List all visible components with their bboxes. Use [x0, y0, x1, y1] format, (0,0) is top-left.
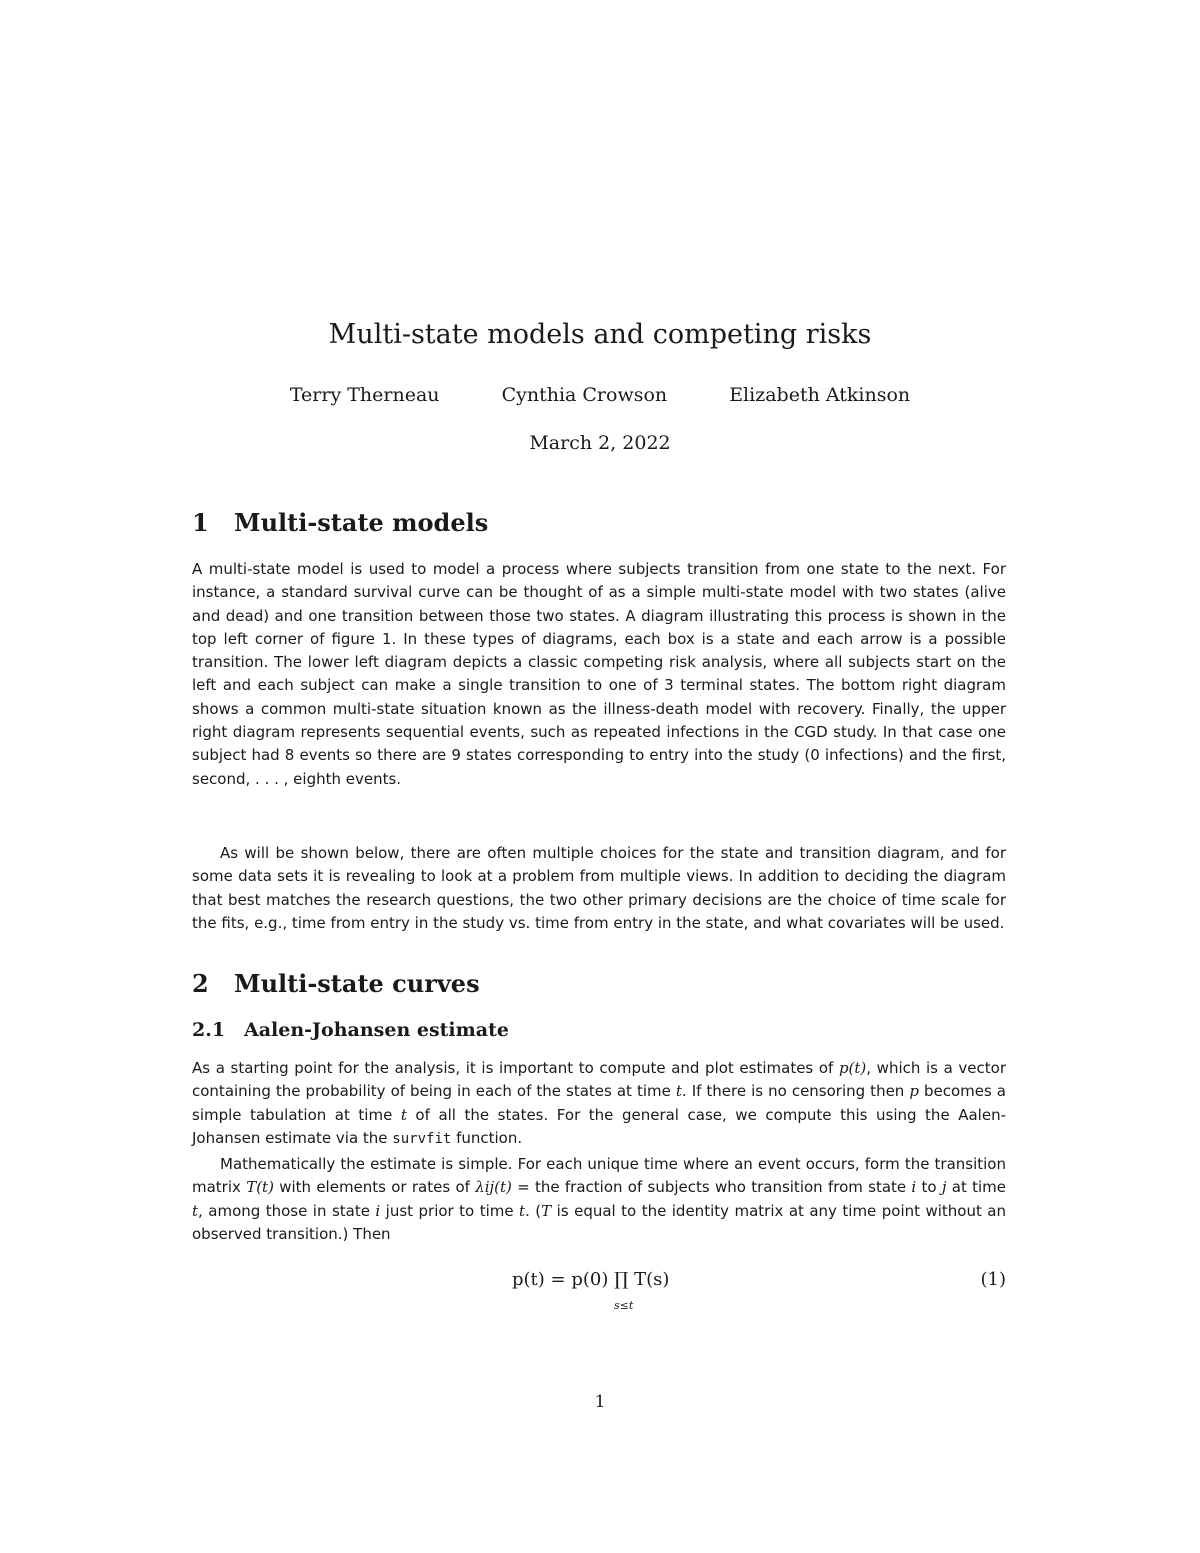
text-run: is equal to the identity matrix at any time point without an observed transition.) Then [192, 1201, 1007, 1243]
section-heading-2 [192, 969, 480, 999]
math-inline: i [375, 1201, 381, 1220]
display-equation [192, 1265, 1006, 1315]
section-number: 1 [192, 508, 209, 537]
author-name: Cynthia Crowson [501, 384, 668, 406]
section-heading-1 [192, 508, 488, 538]
text-run: to [916, 1178, 942, 1197]
subsection-title-text: Aalen-Johansen estimate [244, 1019, 509, 1041]
text-run: with elements or rates of [273, 1178, 476, 1197]
section-number: 2 [192, 969, 209, 998]
math-inline: T(t) [246, 1178, 274, 1197]
subsection-number: 2.1 [192, 1019, 226, 1041]
text-run: function. [451, 1128, 523, 1147]
text-run: of all the states. For the general case, we compute this using the Aalen-Johansen estimate via the [192, 1105, 1006, 1147]
text-run: just prior to time [380, 1201, 520, 1220]
body-paragraph: A multi-state model is used to model a process where subjects transition from one state to the next. For instance, a standard survival curve can be thought of as a simple multi-state model with two states (alive and dead) and one transition between those two states. A diagram illustrating this process is shown in the top left corner of figure 1. In these types of diagrams, each box is a state and each arrow is a possible transition. The lower left diagram depicts a classic competing risk analysis, where all subjects start on the left and each subject can make a single transition to one of 3 terminal states. The bottom right diagram shows a common multi-state situation known as the illness-death model with recovery. Finally, the upper right diagram represents sequential events, such as repeated infections in the CGD study. In that case one subject had 8 events so there are 9 states corresponding to entry into the study (0 infections) and the first, second, . . . , eighth events. [192, 560, 1006, 788]
text-run: Mathematically the estimate is simple. For each unique time where an event occurs, form the transition matrix [192, 1155, 1006, 1197]
math-inline: t [192, 1201, 199, 1220]
section-title-text: Multi-state models [234, 508, 489, 537]
math-inline: j [941, 1178, 947, 1197]
body-paragraph: As will be shown below, there are often multiple choices for the state and transition diagram, and for some data sets it is revealing to look at a problem from multiple views. In addition to deciding the diagram that best matches the research questions, the two other primary decisions are the choice of time scale for the fits, e.g., time from entry in the study vs. time from entry in the state, and what covariates will be used. [192, 844, 1006, 932]
math-inline: t [675, 1082, 682, 1101]
text-run: , which is a vector containing the probability of being in each of the states at time [192, 1059, 1006, 1101]
body-paragraph [192, 1057, 1006, 1151]
subsection-heading [192, 1017, 509, 1043]
equation-body: p(t) = p(0) ∏ T(s) [512, 1269, 670, 1290]
code-inline: survfit [392, 1130, 452, 1147]
author-name: Elizabeth Atkinson [729, 384, 911, 406]
text-run: = the fraction of subjects who transition from state [511, 1178, 912, 1197]
math-inline: p(t) [838, 1059, 867, 1077]
body-paragraph [192, 1153, 1006, 1246]
math-inline: λij(t) [475, 1178, 512, 1197]
math-inline: i [911, 1178, 917, 1197]
text-run: at time [946, 1178, 1007, 1197]
paper-date: March 2, 2022 [529, 432, 671, 454]
text-run: becomes a simple tabulation at time [192, 1082, 1006, 1124]
text-run: , among those in state [198, 1201, 376, 1220]
math-inline: p [909, 1082, 919, 1101]
paper-title: Multi-state models and competing risks [328, 319, 872, 350]
equation-number: (1) [980, 1269, 1006, 1290]
author-name: Terry Therneau [289, 384, 440, 406]
author-list [0, 382, 1200, 408]
math-inline: T [541, 1201, 552, 1220]
math-inline: t [400, 1105, 407, 1124]
equation-subscript: s≤t [614, 1299, 634, 1312]
text-run: . If there is no censoring then [681, 1082, 910, 1101]
math-inline: t [519, 1201, 526, 1220]
page-number: 1 [594, 1392, 606, 1412]
text-run: . ( [525, 1201, 542, 1220]
text-run: As a starting point for the analysis, it is important to compute and plot estimates of [192, 1059, 839, 1077]
section-title-text: Multi-state curves [234, 969, 480, 998]
